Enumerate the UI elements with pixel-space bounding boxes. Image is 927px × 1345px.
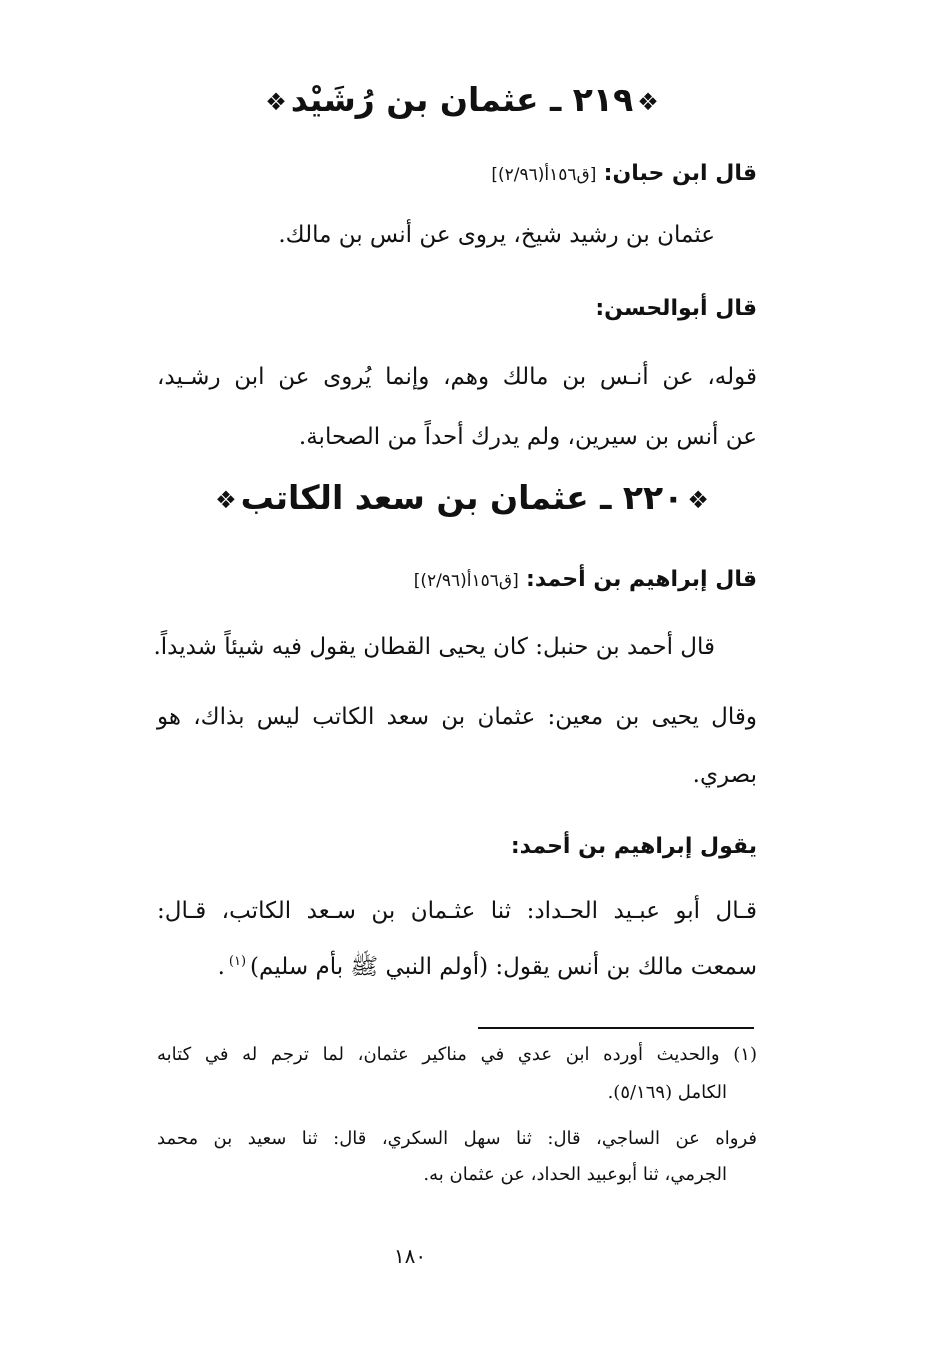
ornament-left-icon: ❖ [637,87,659,116]
ornament-left-icon: ❖ [687,485,709,514]
comment-line-1-220: قـال أبو عبـيد الحـداد: ثنا عثـمان بن سـعد الكاتب، قـال: [157,898,757,924]
manuscript-ref: [ق١٥٦أ(٢/٩٦)] [413,571,519,591]
comment-label-220: يقول إبراهيم بن أحمد: [510,834,757,859]
comment-line-1-219: قوله، عن أنـس بن مالك وهم، وإنما يُروى عن ابن رشـيد، [157,364,757,390]
entry-text-220-b-line-1: وقال يحيى بن معين: عثمان بن سعد الكاتب ليس بذاك، هو [157,704,757,730]
footnote-line-2: الكامل (٥/١٦٩). [607,1082,727,1103]
ornament-right-icon: ❖ [215,485,237,514]
source-label: قال ابن حبان: [603,161,757,186]
comment-label-219: قال أبوالحسن: [595,296,757,321]
entry-text-220-a: قال أحمد بن حنبل: كان يحيى القطان يقول فيه شيئاً شديداً. [153,634,715,660]
entry-text-220-b-line-2: بصري. [692,762,757,788]
ornament-right-icon: ❖ [265,87,287,116]
footnote-line-1: (١) والحديث أورده ابن عدي في مناكير عثمان، لما ترجم له في كتابه [157,1044,757,1065]
footnote-line-3: فرواه عن الساجي، قال: ثنا سهل السكري، قال: ثنا سعيد بن محمد [157,1128,757,1149]
page-number: ١٨٠ [393,1244,427,1268]
source-label: قال إبراهيم بن أحمد: [526,567,757,592]
entry-text-219: عثمان بن رشيد شيخ، يروى عن أنس بن مالك. [278,222,715,248]
footnote-marker: (١) [228,954,247,970]
manuscript-ref: [ق١٥٦أ(٢/٩٦)] [491,165,597,185]
comment-line-2-219: عن أنس بن سيرين، ولم يدرك أحداً من الصحابة. [298,424,757,450]
entry-heading-220: ❖٢٢٠ ـ عثمان بن سعد الكاتب❖ [215,478,709,517]
source-line-220 [157,566,757,592]
comment-line-2-220: سمعت مالك بن أنس يقول: (أولم النبي ﷺ بأم سليم)$^{(١)}$. [217,954,757,980]
source-line-219 [157,160,757,186]
footnote-line-4: الجرمي، ثنا أبوعبيد الحداد، عن عثمان به. [423,1164,727,1185]
entry-heading-219: ❖٢١٩ ـ عثمان بن رُشَيْد❖ [265,80,659,119]
footnote-separator [478,1027,754,1029]
